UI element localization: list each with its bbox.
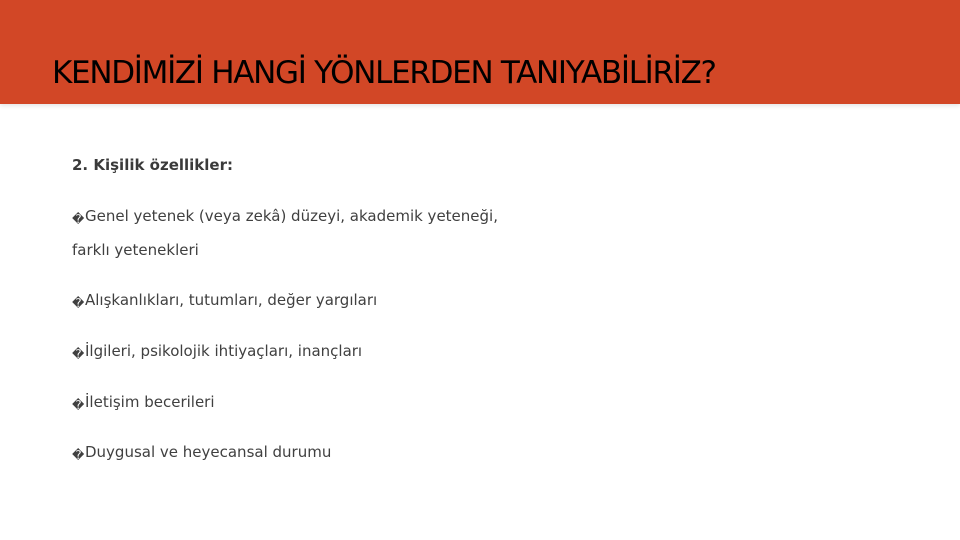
section-heading: 2. Kişilik özellikler: bbox=[72, 156, 233, 174]
list-item bbox=[72, 393, 215, 413]
bullet-icon: � bbox=[72, 448, 85, 462]
slide-content bbox=[72, 0, 892, 540]
list-item-text: Genel yetenek (veya zekâ) düzeyi, akademik yeteneği, bbox=[85, 207, 498, 225]
list-item bbox=[72, 342, 362, 362]
bullet-icon: � bbox=[72, 212, 85, 226]
list-item-text: Duygusal ve heyecansal durumu bbox=[85, 443, 332, 461]
list-item-continuation-text: farklı yetenekleri bbox=[72, 241, 199, 259]
list-item-text: İletişim becerileri bbox=[85, 393, 215, 411]
list-item bbox=[72, 291, 377, 311]
list-item bbox=[72, 443, 331, 463]
slide-title: KENDİMİZİ HANGİ YÖNLERDEN TANIYABİLİRİZ? bbox=[52, 55, 716, 91]
bullet-icon: � bbox=[72, 296, 85, 310]
bullet-icon: � bbox=[72, 398, 85, 412]
list-item-text: Alışkanlıkları, tutumları, değer yargıları bbox=[85, 291, 378, 309]
list-item-text: İlgileri, psikolojik ihtiyaçları, inançları bbox=[85, 342, 363, 360]
list-item bbox=[72, 207, 498, 227]
bullet-icon: � bbox=[72, 347, 85, 361]
list-item-continuation bbox=[72, 241, 199, 259]
